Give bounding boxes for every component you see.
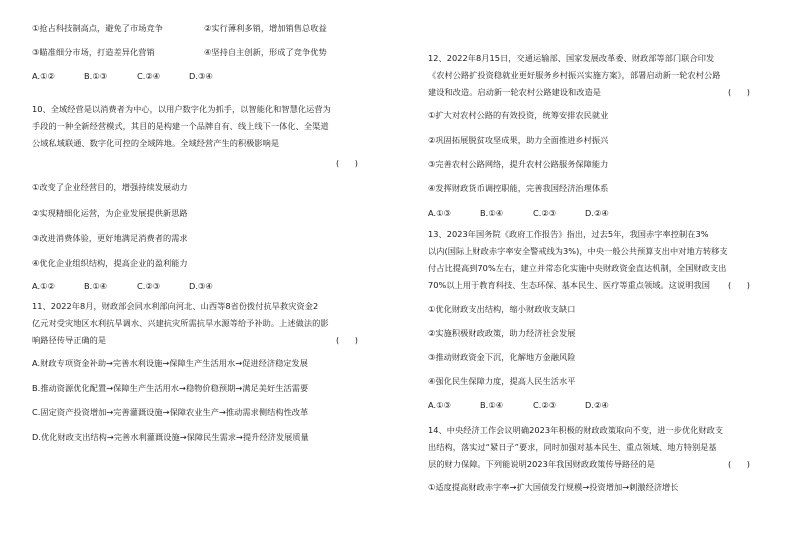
q14-answer-paren: ( )	[728, 459, 751, 469]
q12-stem-line-2: 《农村公路扩投资稳就业更好服务乡村振兴实施方案》，部署启动新一轮农村公路	[428, 70, 721, 80]
q10-choice-b: B.①④	[84, 281, 108, 291]
q14-stem-line-1: 14、中央经济工作会议明确2023年积极的财政政策取向不变，进一步优化财政支	[428, 425, 724, 435]
q10-stem-line-1: 10、全域经营是以消费者为中心，以用户数字化为抓手，以智能化和智慧化运营为	[32, 104, 331, 114]
q9-option-1: ①抢占科技制高点，避免了市场竞争	[32, 23, 163, 33]
q11-option-b: B.推动资源优化配置→保障生产生活用水→稳物价稳预期→满足美好生活需要	[32, 383, 309, 393]
q14-stem-line-2: 出结构，落实过“紧日子”要求，同时加强对基本民生、重点领域、地方特别是基	[428, 442, 717, 452]
q13-stem-line-4: 70%以上用于教育科技、生态环保、基本民生、医疗等重点领域。这说明我国	[428, 280, 710, 290]
q13-choice-d: D.②④	[585, 400, 609, 410]
q9-choice-b: B.①③	[84, 71, 108, 81]
q12-option-3: ③完善农村公路网络，提升农村公路服务保障能力	[428, 159, 609, 169]
q13-option-4: ④强化民生保障力度，提高人民生活水平	[428, 376, 576, 386]
q12-choice-c: C.②③	[533, 208, 557, 218]
q10-stem-line-2: 手段的一种全新经营模式，其目的是构建一个品牌自有、线上线下一体化、全渠道	[32, 121, 329, 131]
q12-answer-paren: ( )	[728, 87, 751, 97]
q12-option-4: ④发挥财政货币调控职能，完善我国经济治理体系	[428, 183, 609, 193]
q10-option-1: ①改变了企业经营目的，增强持续发展动力	[32, 182, 188, 192]
q10-option-4: ④优化企业组织结构，提高企业的盈利能力	[32, 258, 188, 268]
q9-option-2: ②实行薄利多销，增加销售总收益	[204, 23, 327, 33]
q13-stem-line-2: 以内(国际上财政赤字率安全警戒线为3%)，中央一般公共预算支出中对地方转移支	[428, 246, 728, 256]
q9-option-4: ④坚持自主创新，形成了竞争优势	[204, 47, 327, 57]
q10-option-3: ③改进消费体验，更好地满足消费者的需求	[32, 233, 188, 243]
q10-choice-a: A.①②	[32, 281, 55, 291]
q10-stem-line-3: 公域私域联通、数字化可控的全域阵地。全域经营产生的积极影响是	[32, 138, 280, 148]
q13-option-3: ③推动财政资金下沉，化解地方金融风险	[428, 352, 576, 362]
q13-stem-line-3: 付占比提高到70%左右，建立并常态化实施中央财政资金直达机制，全国财政支出	[428, 263, 727, 273]
q13-choice-c: C.②③	[533, 400, 557, 410]
q11-stem-line-2: 亿元对受灾地区水利抗旱调水、兴建抗灾所需抗旱水源等给予补助。上述做法的影	[32, 318, 329, 328]
q12-choice-a: A.①③	[428, 208, 451, 218]
q12-stem-line-1: 12、2022年8月15日，交通运输部、国家发展改革委、财政部等部门联合印发	[428, 53, 715, 63]
q10-choice-d: D.③④	[189, 281, 213, 291]
q9-choice-c: C.②④	[137, 71, 161, 81]
q10-option-2: ②实现精细化运营，为企业发展提供新思路	[32, 208, 188, 218]
q11-option-d: D.优化财政支出结构→完善水利灌溉设施→保障民生需求→提升经济发展质量	[32, 432, 309, 442]
q10-answer-paren: ( )	[336, 158, 359, 168]
q12-option-1: ①扩大对农村公路的有效投资，统筹安排农民就业	[428, 110, 609, 120]
q9-choice-d: D.③④	[189, 71, 213, 81]
q11-option-a: A.财政专项资金补助→完善水利设施→保障生产生活用水→促进经济稳定发展	[32, 358, 309, 368]
q13-option-1: ①优化财政支出结构，缩小财政收支缺口	[428, 304, 576, 314]
q12-stem-line-3: 建设和改造。启动新一轮农村公路建设和改造是	[428, 87, 601, 97]
q13-choice-b: B.①④	[480, 400, 504, 410]
q10-choice-c: C.②③	[137, 281, 161, 291]
q13-stem-line-1: 13、2023年国务院《政府工作报告》指出，过去5年，我国赤字率控制在3%	[428, 229, 709, 239]
q11-option-c: C.固定资产投资增加→完善灌溉设施→保障农业生产→推动需求侧结构性改革	[32, 407, 309, 417]
q14-stem-line-3: 层的财力保障。下列能说明2023年我国财政政策传导路径的是	[428, 459, 655, 469]
q12-choice-b: B.①④	[480, 208, 504, 218]
q13-choice-a: A.①③	[428, 400, 451, 410]
q13-answer-paren: ( )	[728, 280, 751, 290]
q11-stem-line-1: 11、2022年8月，财政部会同水利部向河北、山西等8省份拨付抗旱救灾资金2	[32, 301, 319, 311]
q9-choice-a: A.①②	[32, 71, 55, 81]
q12-option-2: ②巩固拓展脱贫攻坚成果，助力全面推进乡村振兴	[428, 135, 609, 145]
q11-stem-line-3: 响路径传导正确的是	[32, 335, 107, 345]
q13-option-2: ②实施积极财政政策，助力经济社会发展	[428, 328, 576, 338]
q11-answer-paren: ( )	[336, 335, 359, 345]
q9-option-3: ③瞄准细分市场，打造差异化营销	[32, 47, 155, 57]
q14-option-1: ①适度提高财政赤字率→扩大国债发行规模→投资增加→刺激经济增长	[428, 482, 679, 492]
q12-choice-d: D.②④	[585, 208, 609, 218]
